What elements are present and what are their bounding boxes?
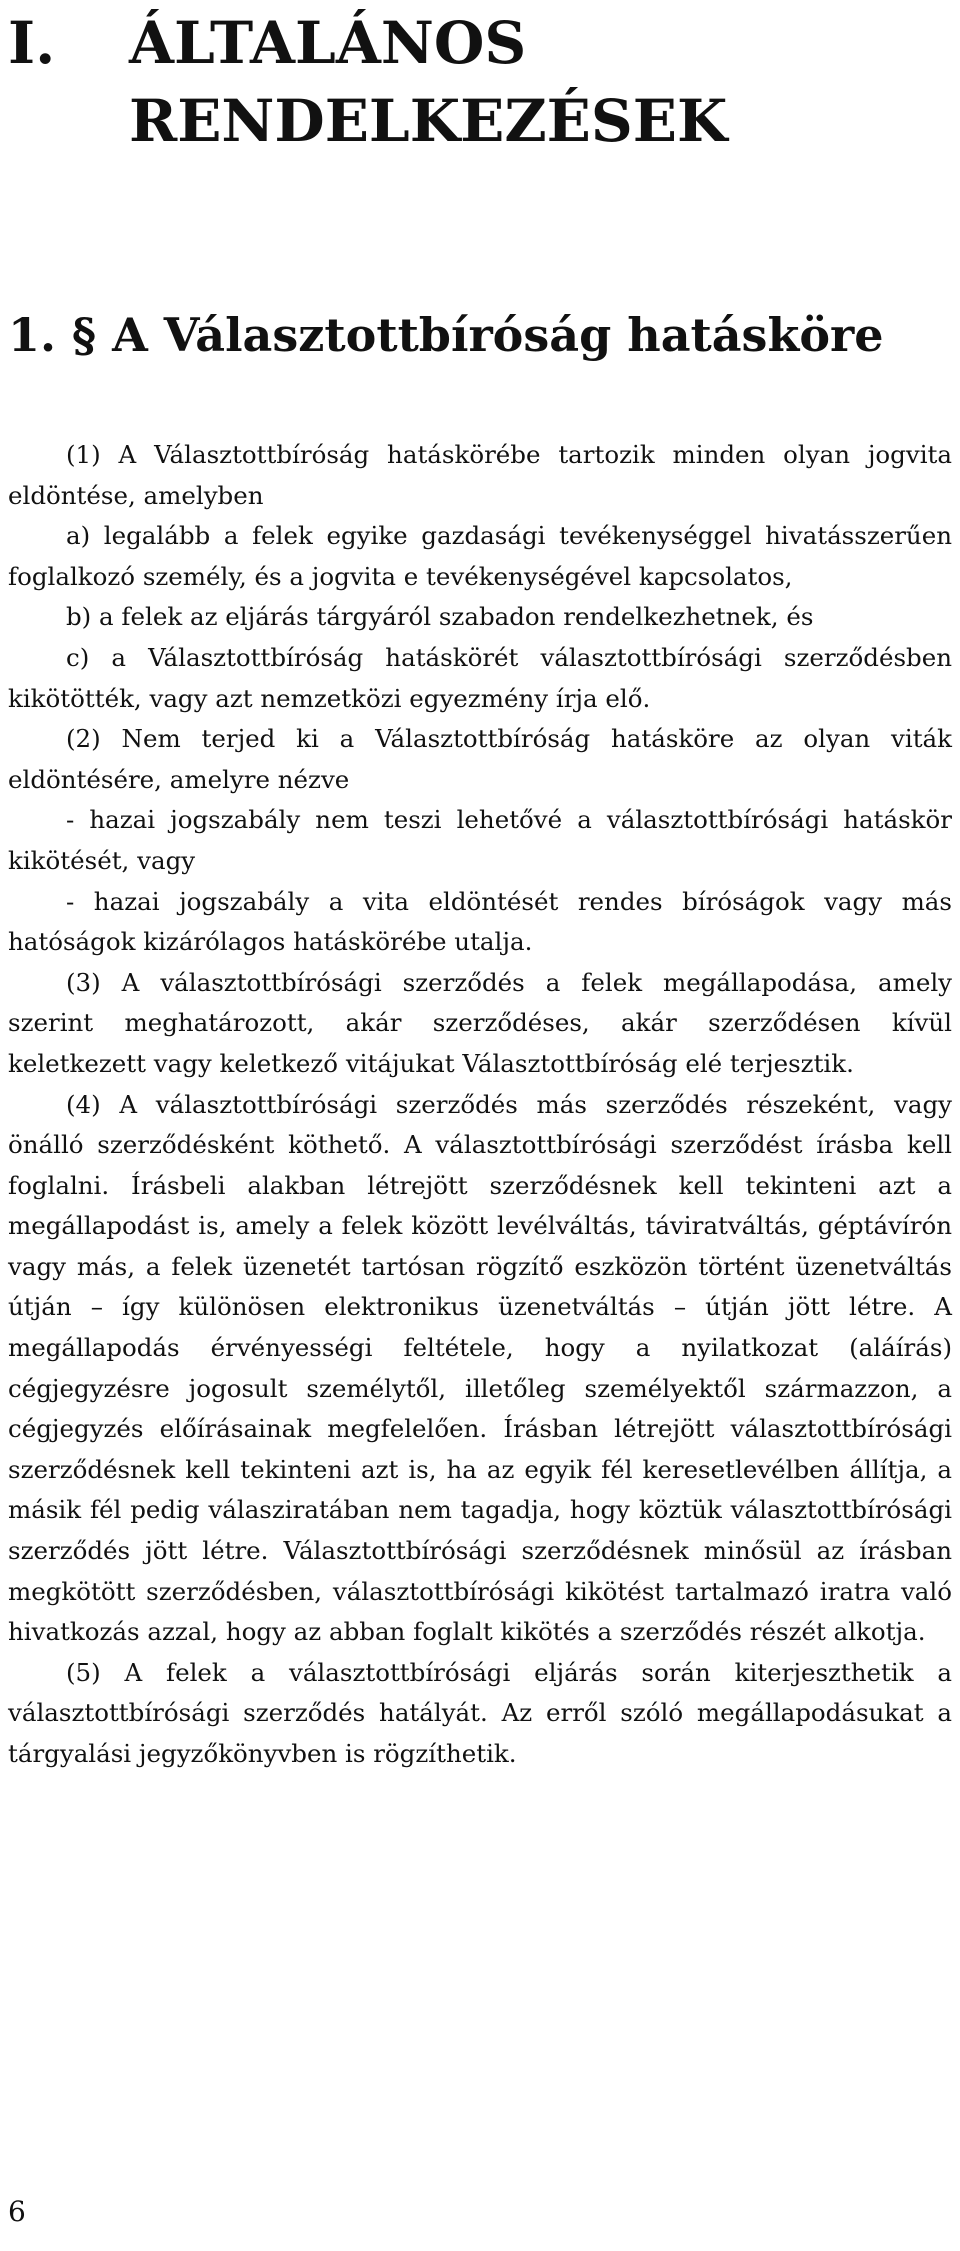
paragraph-4: (4) A választottbírósági szerződés más szerződés részeként, vagy önálló szerződésként köthető. A választottbírósági szerződést írásba kell foglalni. Írásbeli alakban létrejött szerződésnek kell tekinteni azt a megállapodást is, amely a felek között levélváltás, táviratváltás, géptávírón vagy más, a felek üzenetét tartósan rögzítő eszközön történt üzenetváltás útján – így különösen elektronikus üzenetváltás – útján jött létre. A megállapodás érvényességi feltétele, hogy a nyilatkozat (aláírás) cégjegyzésre jogosult személytől, illetőleg személyektől származzon, a cégjegyzés előírásainak megfelelően. Írásban létrejött választottbírósági szerződésnek kell tekinteni azt is, ha az egyik fél keresetlevélben állítja, a másik fél pedig válasziratában nem tagadja, hogy köztük választottbírósági szerződés jött létre. Választottbírósági szerződésnek minősül az írásban megkötött szerződésben, választottbírósági kikötést tartalmazó iratra való hivatkozás azzal, hogy az abban foglalt kikötés a szerződés részét alkotja.: [8, 1089, 952, 1647]
chapter-number: I.: [8, 9, 56, 77]
chapter-title: ÁLTALÁNOS RENDELKEZÉSEK: [129, 9, 728, 155]
paragraph-2-item-2: - hazai jogszabály a vita eldöntését rendes bíróságok vagy más hatóságok kizárólagos hatáskörébe utalja.: [8, 886, 952, 957]
paragraph-1-item-b: b) a felek az eljárás tárgyáról szabadon rendelkezhetnek, és: [66, 602, 814, 632]
paragraph-1: (1) A Választottbíróság hatáskörébe tartozik minden olyan jogvita eldöntése, amelyben: [8, 440, 952, 510]
paragraph-5: (5) A felek a választottbírósági eljárás során kiterjeszthetik a választottbírósági szerződés hatályát. Az erről szóló megállapodásukat a tárgyalási jegyzőkönyvben is rögzíthetik.: [8, 1657, 952, 1768]
page-number: 6: [8, 2195, 26, 2228]
section-body: [8, 435, 952, 1775]
section-heading: 1. § A Választottbíróság hatásköre: [8, 308, 884, 362]
paragraph-2-item-1: - hazai jogszabály nem teszi lehetővé a választottbírósági hatáskör kikötését, vagy: [8, 805, 952, 875]
paragraph-2: (2) Nem terjed ki a Választottbíróság hatásköre az olyan viták eldöntésére, amelyre nézve: [8, 724, 952, 794]
paragraph-1-item-c: c) a Választottbíróság hatáskörét választottbírósági szerződésben kikötötték, vagy azt nemzetközi egyezmény írja elő.: [8, 642, 952, 713]
paragraph-3: (3) A választottbírósági szerződés a felek megállapodása, amely szerint meghatározott, akár szerződéses, akár szerződésen kívül keletkezett vagy keletkező vitájukat Választottbíróság elé terjesztik.: [8, 967, 952, 1078]
paragraph-1-item-a: a) legalább a felek egyike gazdasági tevékenységgel hivatásszerűen foglalkozó személy, és a jogvita e tevékenységével kapcsolatos,: [8, 521, 952, 591]
